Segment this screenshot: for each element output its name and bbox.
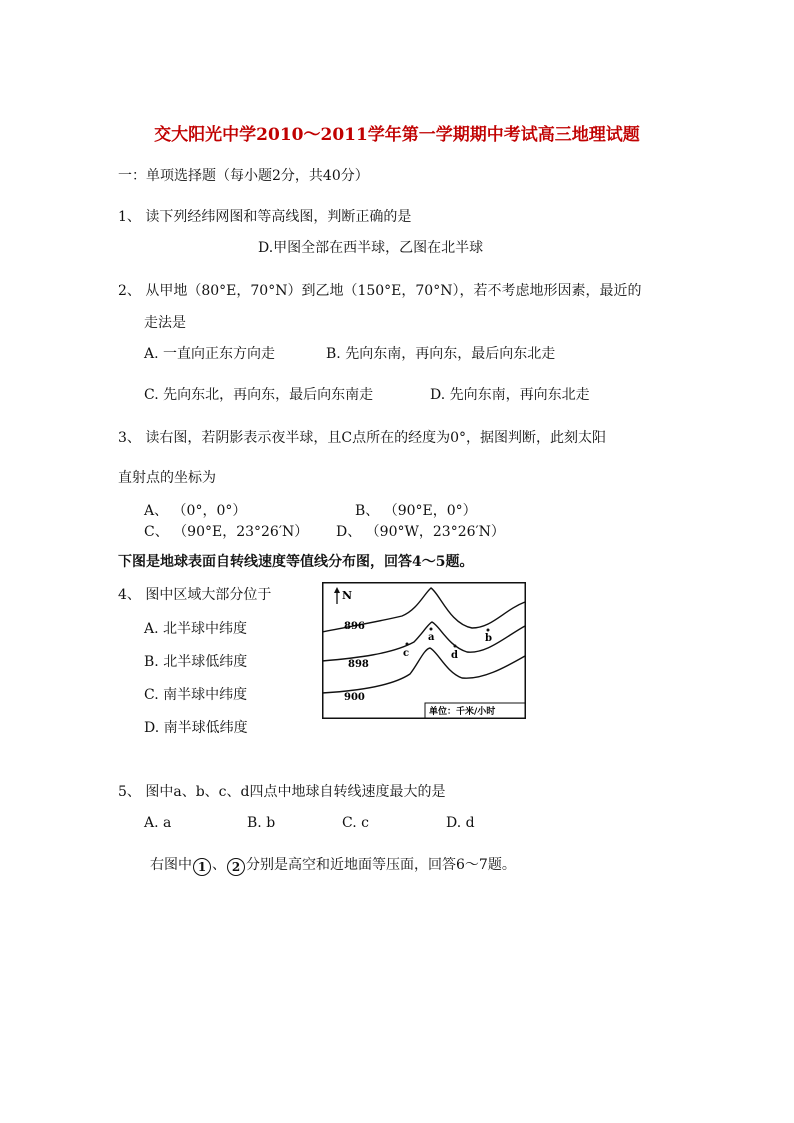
question-3-option-a: A、 （0°，0°） — [144, 503, 247, 519]
point-c-dot — [406, 643, 409, 646]
question-2-stem-line1: 2、 从甲地（80°E，70°N）到乙地（150°E，70°N），若不考虑地形因素，最近的 — [118, 283, 642, 299]
contour-label-898: 898 — [348, 659, 369, 670]
instruction-q6-7-prefix: 右图中 — [150, 857, 192, 873]
instruction-q6-7-suffix: 分别是高空和近地面等压面，回答6～7题。 — [246, 857, 516, 873]
question-5-option-d: D. d — [446, 815, 475, 831]
question-3-stem-line2: 直射点的坐标为 — [118, 470, 216, 486]
question-5-option-b: B. b — [247, 815, 276, 831]
point-b-label: b — [485, 633, 492, 644]
question-1-stem: 1、 读下列经纬网图和等高线图，判断正确的是 — [118, 209, 412, 225]
point-a-label: a — [428, 632, 435, 643]
contour-label-900: 900 — [344, 692, 365, 703]
point-d-label: d — [451, 650, 458, 661]
point-a-dot — [430, 628, 433, 631]
circled-number-2: 2 — [227, 858, 245, 876]
question-4-option-d: D. 南半球低纬度 — [144, 720, 248, 736]
question-3-option-b: B、 （90°E，0°） — [355, 503, 477, 519]
instruction-q6-7 — [150, 854, 516, 876]
question-4-option-b: B. 北半球低纬度 — [144, 654, 248, 670]
instruction-q4-5: 下图是地球表面自转线速度等值线分布图，回答4～5题。 — [118, 554, 474, 570]
question-2-option-c: C. 先向东北，再向东，最后向东南走 — [144, 387, 374, 403]
point-b-dot — [487, 629, 490, 632]
isoline-figure — [322, 582, 526, 719]
question-3-option-c: C、 （90°E，23°26′N） — [144, 524, 309, 540]
instruction-q6-7-separator: 、 — [212, 857, 226, 873]
question-1-option-d: D.甲图全部在西半球，乙图在北半球 — [258, 240, 484, 256]
circled-number-1: 1 — [193, 858, 211, 876]
question-3-option-d: D、 （90°W，23°26′N） — [336, 524, 505, 540]
question-2-option-d: D. 先向东南，再向东北走 — [430, 387, 590, 403]
question-5-option-a: A. a — [144, 815, 172, 831]
unit-label: 单位：千米/小时 — [429, 707, 496, 717]
north-label: N — [342, 589, 353, 602]
question-5-option-c: C. c — [342, 815, 369, 831]
question-5-stem: 5、 图中a、b、c、d四点中地球自转线速度最大的是 — [118, 784, 446, 800]
question-2-option-b: B. 先向东南，再向东，最后向东北走 — [326, 346, 556, 362]
question-4-option-c: C. 南半球中纬度 — [144, 687, 248, 703]
point-d-dot — [454, 645, 457, 648]
question-4-option-a: A. 北半球中纬度 — [144, 621, 248, 637]
question-2-stem-line2: 走法是 — [144, 315, 186, 331]
page-title: 交大阳光中学2010～2011学年第一学期期中考试高三地理试题 — [154, 125, 640, 145]
contour-label-896: 896 — [344, 621, 365, 632]
question-4-stem: 4、 图中区域大部分位于 — [118, 587, 272, 603]
point-c-label: c — [403, 648, 410, 659]
question-2-option-a: A. 一直向正东方向走 — [144, 346, 276, 362]
question-3-stem-line1: 3、 读右图，若阴影表示夜半球，且C点所在的经度为0°，据图判断，此刻太阳 — [118, 430, 606, 446]
section-heading: 一：单项选择题（每小题2分，共40分） — [118, 168, 369, 184]
